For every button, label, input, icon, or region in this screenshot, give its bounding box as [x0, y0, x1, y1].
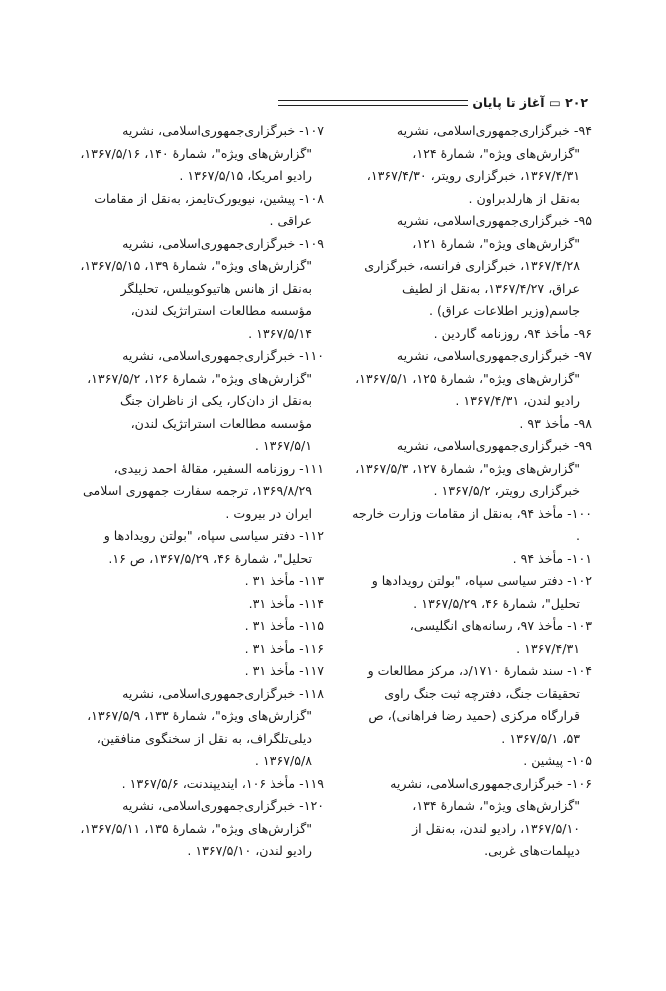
note-108: ۱۰۸- پیشین، نیویورک‌تایمز، به‌نقل از مقامات عراقی . [94, 190, 324, 228]
note-99: ۹۹- خبرگزاری‌جمهوری‌اسلامی، نشریه "گزارش‌های ویژه"، شمارهٔ ۱۲۷، ۱۳۶۷/۵/۳، خبرگزاری رویتر، ۱۳۶۷/۵/۲ . [355, 438, 592, 498]
note-96: ۹۶- مأخذ ۹۴، روزنامه گاردین . [433, 325, 592, 341]
note-101: ۱۰۱- مأخذ ۹۴ . [512, 550, 592, 566]
note-114: ۱۱۴- مأخذ ۳۱. [248, 595, 324, 611]
note-97: ۹۷- خبرگزاری‌جمهوری‌اسلامی، نشریه "گزارش‌های ویژه"، شمارهٔ ۱۲۵، ۱۳۶۷/۵/۱، رادیو لندن، ۱۳۶۷/۴/۳۱ . [355, 348, 592, 408]
note-95: ۹۵- خبرگزاری‌جمهوری‌اسلامی، نشریه "گزارش‌های ویژه"، شمارهٔ ۱۲۱، ۱۳۶۷/۴/۲۸، خبرگزاری فرانسه، خبرگزاری عراق، ۱۳۶۷/۴/۲۷، به‌نقل از لطیف جاسم(وزیر اطلاعات عراق) . [364, 213, 592, 318]
note-94: ۹۴- خبرگزاری‌جمهوری‌اسلامی، نشریه "گزارش‌های ویژه"، شمارهٔ ۱۲۴، ۱۳۶۷/۴/۳۱، خبرگزاری رویتر، ۱۳۶۷/۴/۳۰، به‌نقل از هارلدبراون . [366, 123, 592, 206]
note-117: ۱۱۷- مأخذ ۳۱ . [244, 663, 324, 678]
note-115: ۱۱۵- مأخذ ۳۱ . [244, 618, 324, 633]
note-110: ۱۱۰- خبرگزاری‌جمهوری‌اسلامی، نشریه "گزارش‌های ویژه"، شمارهٔ ۱۲۶، ۱۳۶۷/۵/۲، به‌نقل از دان‌کار، یکی از ناظران جنگ مؤسسه مطالعات استراتژیک لندن، ۱۳۶۷/۵/۱ . [87, 348, 324, 453]
note-104: ۱۰۴- سند شمارهٔ ۱۷۱۰/د، مرکز مطالعات و تحقیقات جنگ، دفترچه ثبت جنگ راوی قرارگاه مرکزی (حمید رضا فراهانی)، ص ۵۳، ۱۳۶۷/۵/۱ . [367, 663, 592, 746]
note-112: ۱۱۲- دفتر سیاسی سپاه، "بولتن رویدادها و تحلیل"، شمارهٔ ۴۶، ۱۳۶۷/۵/۲۹، ص ۱۶. [103, 528, 324, 566]
note-106: ۱۰۶- خبرگزاری‌جمهوری‌اسلامی، نشریه "گزارش‌های ویژه"، شمارهٔ ۱۳۴، ۱۳۶۷/۵/۱۰، رادیو لندن، به‌نقل از دیپلمات‌های غربی. [390, 775, 592, 858]
notes-column-left [80, 120, 324, 863]
notes-column-right [352, 120, 592, 863]
note-113: ۱۱۳- مأخذ ۳۱ . [244, 573, 324, 588]
note-100: ۱۰۰- مأخذ ۹۴، به‌نقل از مقامات وزارت خارجه . [352, 505, 592, 543]
header-rule [278, 100, 468, 106]
note-98: ۹۸- مأخذ ۹۳ . [519, 415, 592, 431]
note-109: ۱۰۹- خبرگزاری‌جمهوری‌اسلامی، نشریه "گزارش‌های ویژه"، شمارهٔ ۱۳۹، ۱۳۶۷/۵/۱۵، به‌نقل از هانس هاتیوکوبیلس، تحلیلگر مؤسسه مطالعات استراتژیک لندن، ۱۳۶۷/۵/۱۴ . [80, 235, 324, 341]
note-116: ۱۱۶- مأخذ ۳۱ . [244, 640, 324, 656]
running-header [278, 92, 588, 112]
note-111: ۱۱۱- روزنامه السفیر، مقالهٔ احمد زبیدی، ۱۳۶۹/۸/۲۹، ترجمه سفارت جمهوری اسلامی ایران در بیروت . [82, 460, 324, 521]
note-107: ۱۰۷- خبرگزاری‌جمهوری‌اسلامی، نشریه "گزارش‌های ویژه"، شمارهٔ ۱۴۰، ۱۳۶۷/۵/۱۶، رادیو امریکا، ۱۳۶۷/۵/۱۵ . [80, 123, 324, 183]
note-102: ۱۰۲- دفتر سیاسی سپاه، "بولتن رویدادها و تحلیل"، شمارهٔ ۴۶، ۱۳۶۷/۵/۲۹ . [371, 573, 592, 611]
note-120: ۱۲۰- خبرگزاری‌جمهوری‌اسلامی، نشریه "گزارش‌های ویژه"، شمارهٔ ۱۳۵، ۱۳۶۷/۵/۱۱، رادیو لندن، ۱۳۶۷/۵/۱۰ . [80, 798, 324, 858]
page-title: ۲۰۲ ▭ آغاز تا پایان [472, 94, 588, 110]
note-105: ۱۰۵- پیشین . [523, 753, 592, 768]
note-118: ۱۱۸- خبرگزاری‌جمهوری‌اسلامی، نشریه "گزارش‌های ویژه"، شمارهٔ ۱۳۳، ۱۳۶۷/۵/۹، دیلی‌تلگراف، به نقل از سخنگوی منافقین، ۱۳۶۷/۵/۸ . [87, 685, 324, 768]
note-119: ۱۱۹- مأخذ ۱۰۶، ایندیپندنت، ۱۳۶۷/۵/۶ . [121, 775, 324, 791]
note-103: ۱۰۳- مأخذ ۹۷، رسانه‌های انگلیسی، ۱۳۶۷/۴/۳۱ . [409, 618, 592, 656]
